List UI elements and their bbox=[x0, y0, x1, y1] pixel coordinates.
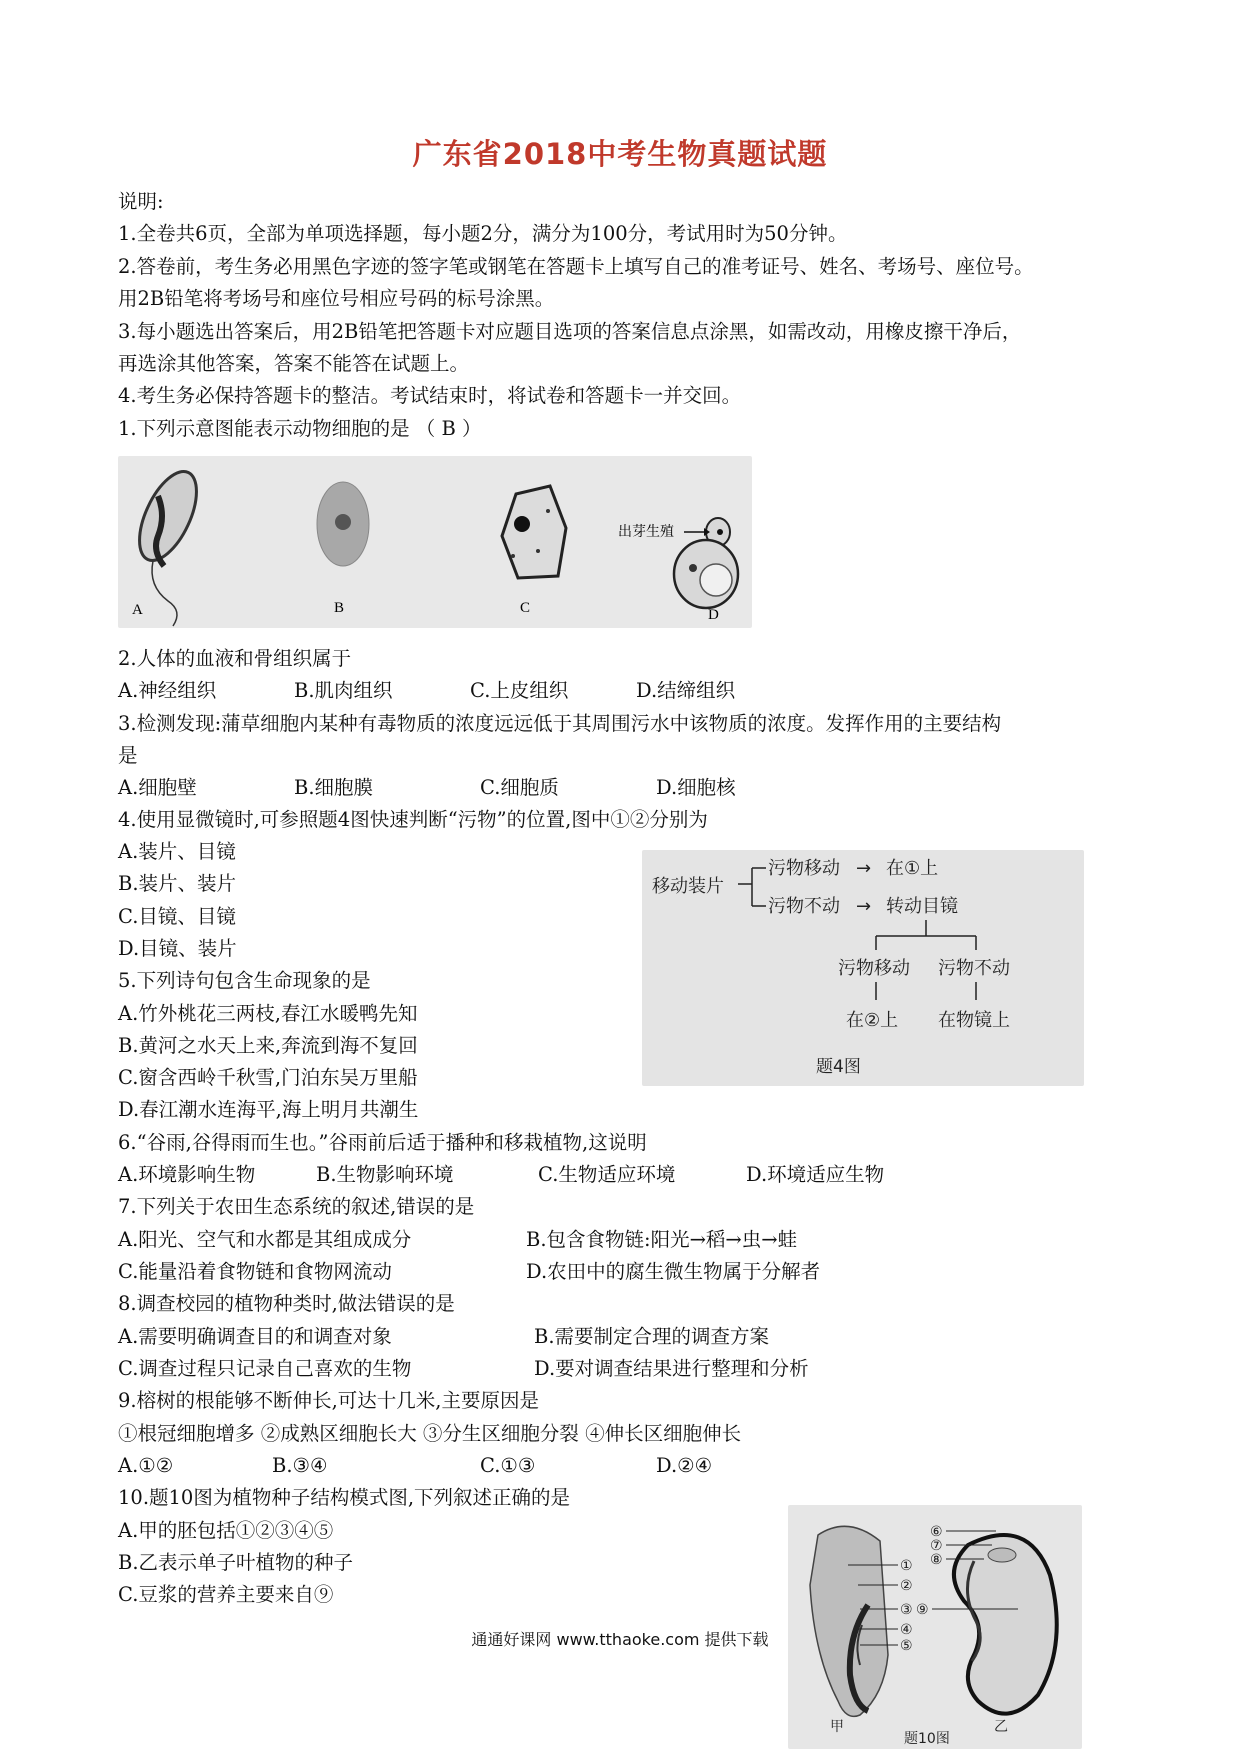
q8-option: D.要对调查结果进行整理和分析 bbox=[534, 1357, 809, 1380]
q2-option: A.神经组织 bbox=[118, 679, 217, 702]
fc-rotate: 转动目镜 bbox=[886, 896, 958, 917]
q6-option: A.环境影响生物 bbox=[118, 1163, 256, 1186]
fc-caption: 题4图 bbox=[816, 1057, 861, 1077]
fc-still-2: 污物不动 bbox=[938, 958, 1010, 979]
q10-stem: 10.题10图为植物种子结构模式图,下列叙述正确的是 bbox=[118, 1486, 571, 1509]
cell-label-d: D bbox=[708, 607, 719, 623]
q9-option: B.③④ bbox=[272, 1454, 328, 1477]
q3-option: A.细胞壁 bbox=[118, 776, 197, 799]
cell-label-a: A bbox=[132, 602, 143, 618]
fc-moves-1: 污物移动 bbox=[768, 858, 840, 879]
intro-item: 4.考生务必保持答题卡的整洁。考试结束时，将试卷和答题卡一并交回。 bbox=[118, 384, 742, 407]
q4-stem: 4.使用显微镜时,可参照题4图快速判断“污物”的位置,图中①②分别为 bbox=[118, 808, 708, 831]
q6-option: B.生物影响环境 bbox=[316, 1163, 454, 1186]
q4-option: D.目镜、装片 bbox=[118, 937, 237, 960]
q3-option: B.细胞膜 bbox=[294, 776, 374, 799]
cell-label-c: C bbox=[520, 600, 531, 616]
plant-cell-icon bbox=[502, 486, 566, 578]
q4-option: A.装片、目镜 bbox=[118, 840, 236, 863]
seed-yi-label: 乙 bbox=[994, 1719, 1008, 1735]
q9-option: D.②④ bbox=[656, 1454, 713, 1477]
intro-item: 2.答卷前，考生务必用黑色字迹的签字笔或钢笔在答题卡上填写自己的准考证号、姓名、考场号、座位号。 bbox=[118, 255, 1034, 278]
intro-label: 说明: bbox=[118, 190, 164, 213]
q2-option: C.上皮组织 bbox=[470, 679, 569, 702]
q5-option: C.窗含西岭千秋雪,门泊东吴万里船 bbox=[118, 1066, 418, 1089]
seed-label-6: ⑥ bbox=[930, 1524, 943, 1540]
fc-on-1: 在①上 bbox=[886, 858, 939, 879]
fc-on-2: 在②上 bbox=[846, 1010, 899, 1031]
q1-cell-figure bbox=[118, 456, 752, 628]
q4-option: C.目镜、目镜 bbox=[118, 905, 236, 928]
seed-label-7: ⑦ bbox=[930, 1538, 943, 1554]
q2-option: D.结缔组织 bbox=[636, 679, 736, 702]
animal-cell-icon bbox=[317, 482, 369, 566]
corn-seed-icon bbox=[810, 1526, 888, 1716]
q9-option: A.①② bbox=[118, 1454, 174, 1477]
budding-label: 出芽生殖 bbox=[618, 523, 674, 539]
intro-item: 再选涂其他答案，答案不能答在试题上。 bbox=[118, 352, 470, 375]
q5-option: A.竹外桃花三两枝,春江水暖鸭先知 bbox=[118, 1002, 418, 1025]
q7-option: A.阳光、空气和水都是其组成成分 bbox=[118, 1228, 412, 1251]
intro-item: 用2B铅笔将考场号和座位号相应号码的标号涂黑。 bbox=[118, 287, 555, 310]
q3-option: D.细胞核 bbox=[656, 776, 736, 799]
svg-text:→: → bbox=[856, 896, 872, 917]
q5-option: B.黄河之水天上来,奔流到海不复回 bbox=[118, 1034, 418, 1057]
q9-option: C.①③ bbox=[480, 1454, 536, 1477]
q7-option: C.能量沿着食物链和食物网流动 bbox=[118, 1260, 392, 1283]
q3-option: C.细胞质 bbox=[480, 776, 559, 799]
q3-stem: 3.检测发现:蒲草细胞内某种有毒物质的浓度远远低于其周围污水中该物质的浓度。发挥作用的主要结构 bbox=[118, 712, 1002, 735]
cell-label-b: B bbox=[334, 600, 345, 616]
q5-option: D.春江潮水连海平,海上明月共潮生 bbox=[118, 1098, 419, 1121]
svg-text:→: → bbox=[856, 858, 872, 879]
q5-stem: 5.下列诗句包含生命现象的是 bbox=[118, 969, 371, 992]
intro-item: 1.全卷共6页，全部为单项选择题，每小题2分，满分为100分，考试用时为50分钟。 bbox=[118, 222, 848, 245]
page-title: 广东省2018中考生物真题试题 bbox=[412, 137, 828, 171]
q8-option: C.调查过程只记录自己喜欢的生物 bbox=[118, 1357, 412, 1380]
seed-label-5: ⑤ bbox=[900, 1638, 913, 1654]
q8-option: B.需要制定合理的调查方案 bbox=[534, 1325, 770, 1348]
seed-label-9: ⑨ bbox=[916, 1602, 929, 1618]
seed-label-1: ① bbox=[900, 1558, 913, 1574]
q8-option: A.需要明确调查目的和调查对象 bbox=[118, 1325, 392, 1348]
q10-option: A.甲的胚包括①②③④⑤ bbox=[118, 1519, 334, 1542]
q2-stem: 2.人体的血液和骨组织属于 bbox=[118, 647, 352, 670]
q10-option: B.乙表示单子叶植物的种子 bbox=[118, 1551, 354, 1574]
seed-jia-label: 甲 bbox=[830, 1719, 844, 1735]
q10-option: C.豆浆的营养主要来自⑨ bbox=[118, 1583, 334, 1606]
q3-stem-cont: 是 bbox=[118, 744, 138, 767]
intro-item: 3.每小题选出答案后，用2B铅笔把答题卡对应题目选项的答案信息点涂黑，如需改动，用橡皮擦干净后， bbox=[118, 320, 1022, 343]
q7-option: D.农田中的腐生微生物属于分解者 bbox=[526, 1260, 821, 1283]
q9-statements: ①根冠细胞增多 ②成熟区细胞长大 ③分生区细胞分裂 ④伸长区细胞伸长 bbox=[118, 1422, 742, 1445]
q6-option: C.生物适应环境 bbox=[538, 1163, 676, 1186]
q1-stem: 1.下列示意图能表示动物细胞的是 （ B ） bbox=[118, 417, 482, 440]
seed-label-3: ③ bbox=[900, 1602, 913, 1618]
q4-flowchart bbox=[642, 850, 1084, 1086]
fc-objective: 在物镜上 bbox=[938, 1010, 1010, 1031]
q7-stem: 7.下列关于农田生态系统的叙述,错误的是 bbox=[118, 1195, 475, 1218]
q8-stem: 8.调查校园的植物种类时,做法错误的是 bbox=[118, 1292, 455, 1315]
footer-credit: 通通好课网 www.tthaoke.com 提供下载 bbox=[471, 1630, 769, 1649]
fc-moves-2: 污物移动 bbox=[838, 958, 910, 979]
seed-label-2: ② bbox=[900, 1578, 913, 1594]
q6-option: D.环境适应生物 bbox=[746, 1163, 885, 1186]
fc-start: 移动装片 bbox=[652, 876, 724, 897]
q4-option: B.装片、装片 bbox=[118, 872, 237, 895]
q9-stem: 9.榕树的根能够不断伸长,可达十几米,主要原因是 bbox=[118, 1389, 540, 1412]
seed-caption: 题10图 bbox=[904, 1731, 950, 1747]
q2-option: B.肌肉组织 bbox=[294, 679, 393, 702]
q7-option: B.包含食物链:阳光→稻→虫→蛙 bbox=[526, 1228, 798, 1251]
bean-seed-icon bbox=[954, 1535, 1057, 1714]
q6-stem: 6.“谷雨,谷得雨而生也。”谷雨前后适于播种和移栽植物,这说明 bbox=[118, 1131, 647, 1154]
fc-still-1: 污物不动 bbox=[768, 896, 840, 917]
seed-label-8: ⑧ bbox=[930, 1552, 943, 1568]
seed-label-4: ④ bbox=[900, 1622, 913, 1638]
